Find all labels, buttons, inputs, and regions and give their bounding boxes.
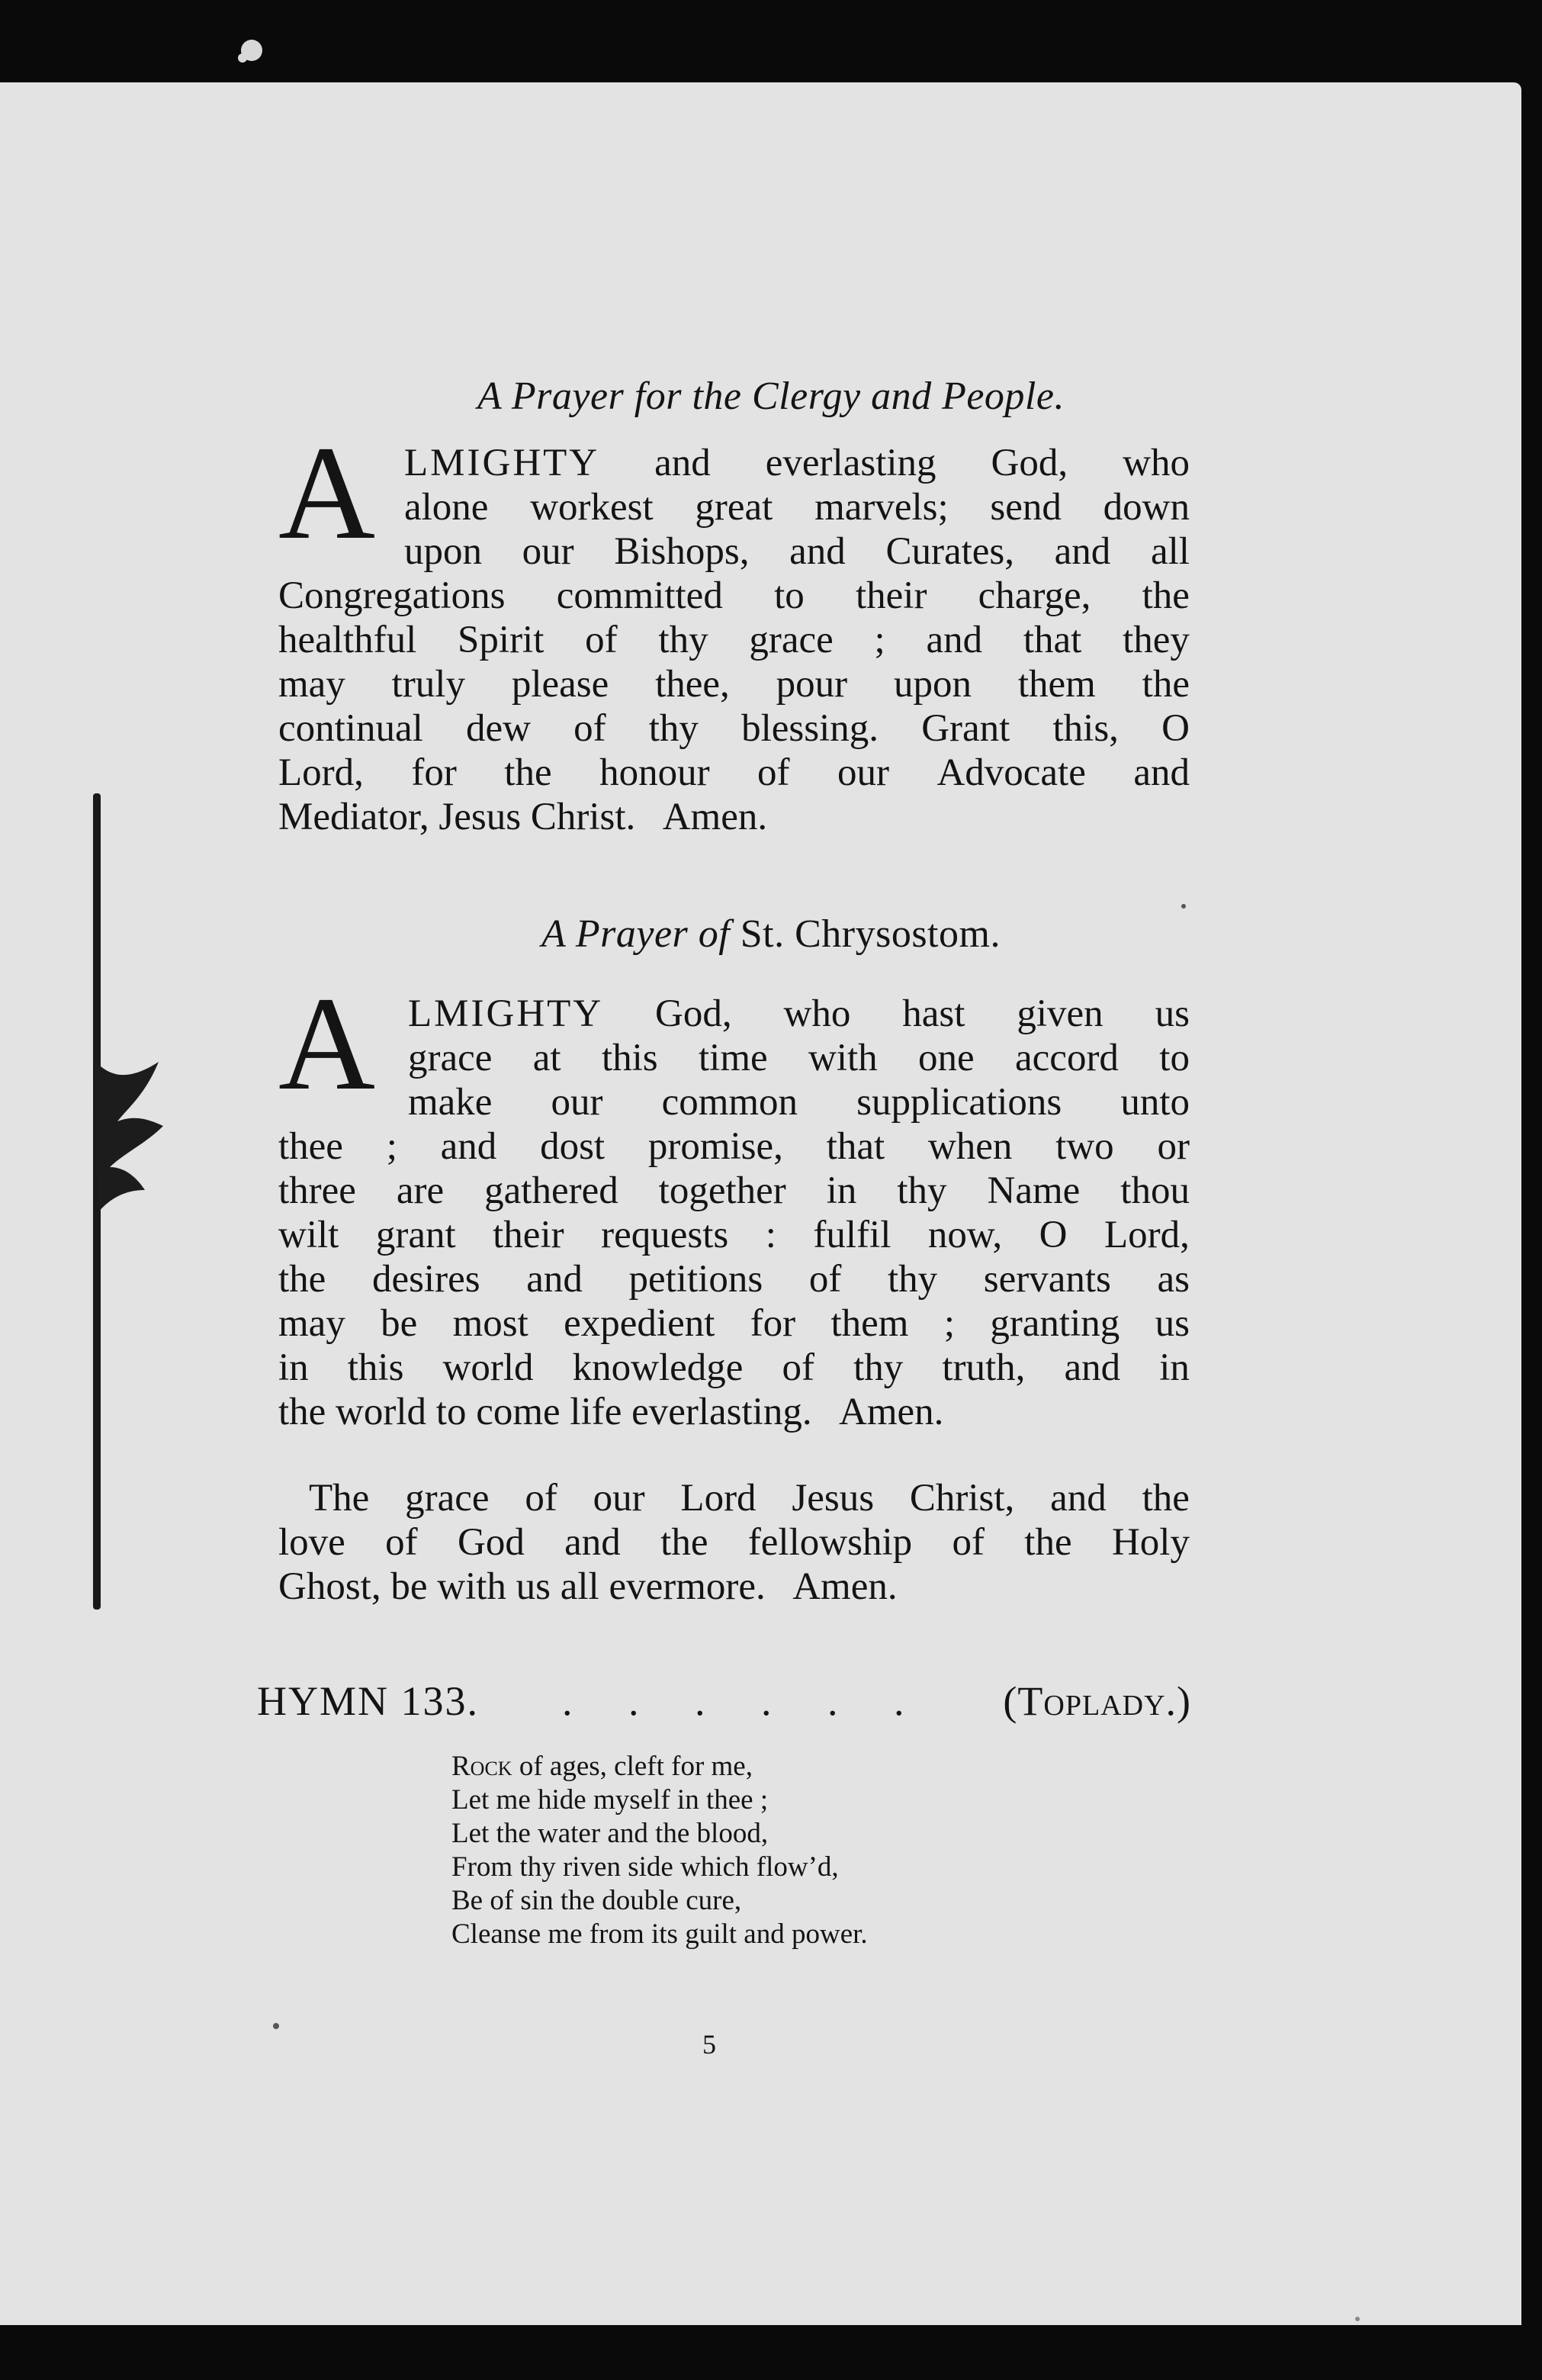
word: workest — [530, 486, 654, 529]
word: : — [765, 1214, 776, 1256]
word: in — [1159, 1346, 1190, 1389]
word: ; — [874, 619, 885, 661]
word: who — [1123, 442, 1190, 484]
word: God, — [991, 442, 1068, 484]
verse-line: Let the water and the blood, — [451, 1818, 769, 1849]
word: send — [990, 486, 1062, 529]
word: of — [782, 1346, 814, 1389]
word: are — [396, 1169, 445, 1212]
drop-cap: A — [278, 419, 376, 568]
word: God, — [655, 992, 732, 1035]
page-number: 5 — [702, 2029, 716, 2060]
word: who — [783, 992, 851, 1035]
word: be — [381, 1302, 418, 1345]
word: and — [789, 530, 846, 573]
word: the — [660, 1521, 708, 1564]
word: that — [826, 1125, 885, 1168]
word: requests — [601, 1214, 729, 1256]
word: now, — [927, 1214, 1003, 1256]
text-line — [404, 485, 1190, 529]
word: servants — [983, 1258, 1111, 1301]
prayer-of-st-chrysostom — [278, 970, 1193, 1433]
word: and — [926, 619, 983, 661]
word: most — [452, 1302, 528, 1345]
word: thy — [648, 707, 699, 750]
word: the — [504, 751, 552, 794]
word: grant — [375, 1214, 456, 1256]
word: given — [1017, 992, 1103, 1035]
word: of — [952, 1521, 985, 1564]
text-line — [278, 706, 1190, 751]
word: may — [278, 1302, 345, 1345]
word: The — [309, 1477, 370, 1520]
word: unto — [1120, 1081, 1190, 1124]
word: their — [493, 1214, 564, 1256]
word: accord — [1015, 1037, 1119, 1079]
word: Congregations — [278, 574, 506, 617]
word: Lord, — [278, 751, 364, 794]
word: may — [278, 663, 345, 706]
text-line — [408, 1080, 1190, 1124]
verse-line: Be of sin the double cure, — [451, 1885, 742, 1916]
word: blessing. — [741, 707, 879, 750]
hymn-leader-dots: . . . . . . — [562, 1678, 927, 1724]
word: make — [408, 1081, 493, 1124]
word: dew — [465, 707, 531, 750]
word: and — [654, 442, 711, 484]
word: the — [1142, 1477, 1190, 1520]
text-line — [278, 618, 1190, 662]
verse-line: Let me hide myself in thee ; — [451, 1784, 769, 1816]
word: two — [1055, 1125, 1114, 1168]
word: to — [1159, 1037, 1190, 1079]
text-line — [278, 662, 1190, 706]
word: love — [278, 1521, 345, 1564]
word: thee — [278, 1125, 343, 1168]
word: as — [1157, 1258, 1190, 1301]
word: of — [808, 1258, 842, 1301]
word: them — [830, 1302, 909, 1345]
text-line — [278, 1346, 1190, 1390]
word: grace — [405, 1477, 490, 1520]
word: upon — [404, 530, 482, 573]
word: Jesus — [792, 1477, 875, 1520]
word: Curates, — [885, 530, 1014, 573]
word: common — [661, 1081, 798, 1124]
word: pour — [776, 663, 848, 706]
word: the — [1024, 1521, 1072, 1564]
word: fellowship — [747, 1521, 913, 1564]
text-line — [278, 1213, 1190, 1257]
word: O — [1039, 1214, 1068, 1256]
word: the — [1142, 574, 1190, 617]
word: Lord, — [1104, 1214, 1190, 1256]
prayer-clergy-and-people — [278, 419, 1193, 853]
word: of — [525, 1477, 557, 1520]
word: Grant — [921, 707, 1010, 750]
word: together — [658, 1169, 786, 1212]
word: to — [774, 574, 805, 617]
word: desires — [371, 1258, 480, 1301]
word: our — [837, 751, 889, 794]
text-line — [278, 1169, 1190, 1213]
word: God — [457, 1521, 525, 1564]
word: truly — [391, 663, 465, 706]
text-line — [278, 574, 1190, 618]
word: in — [826, 1169, 857, 1212]
word: Name — [987, 1169, 1081, 1212]
word: fulfil — [813, 1214, 891, 1256]
text-line — [278, 1301, 1190, 1346]
word: thy — [897, 1169, 947, 1212]
word: and — [1054, 530, 1111, 573]
text-line-last: Ghost, be with us all evermore. Amen. — [278, 1565, 898, 1608]
word: dost — [540, 1125, 606, 1168]
word: thee, — [655, 663, 730, 706]
prayer-title-clergy: A Prayer for the Clergy and People. — [477, 375, 1065, 418]
word: for — [411, 751, 457, 794]
word: all — [1150, 530, 1190, 573]
word: Spirit — [458, 619, 545, 661]
word: and — [1064, 1346, 1121, 1389]
word: gathered — [484, 1169, 618, 1212]
word: that — [1023, 619, 1082, 661]
word: of — [757, 751, 790, 794]
hymn-heading — [257, 1674, 1191, 1728]
word: Lord — [680, 1477, 757, 1520]
word: this, — [1052, 707, 1119, 750]
word: Christ, — [909, 1477, 1015, 1520]
text-line — [408, 1036, 1190, 1080]
word: one — [918, 1037, 975, 1079]
word: expedient — [564, 1302, 715, 1345]
prayer-title-chrysostom — [0, 912, 1542, 957]
word: grace — [408, 1037, 493, 1079]
word: this — [347, 1346, 404, 1389]
word: and — [1133, 751, 1190, 794]
text-line — [278, 751, 1190, 795]
word: our — [522, 530, 574, 573]
hymn-author: (Toplady.) — [1003, 1678, 1191, 1724]
word: committed — [556, 574, 723, 617]
word: O — [1161, 707, 1190, 750]
word: petitions — [628, 1258, 763, 1301]
word: three — [278, 1169, 356, 1212]
text-line — [278, 1257, 1190, 1301]
grace-benediction — [278, 1476, 1193, 1629]
word: LMIGHTY — [408, 992, 604, 1035]
prayer-title-italic: A Prayer of — [541, 912, 731, 956]
word: them — [1017, 663, 1096, 706]
word: of — [385, 1521, 418, 1564]
word: and — [564, 1521, 621, 1564]
text-line — [309, 1476, 1190, 1520]
word: and — [526, 1258, 583, 1301]
word: charge, — [978, 574, 1091, 617]
word: grace — [749, 619, 834, 661]
word: the — [278, 1258, 326, 1301]
word: at — [532, 1037, 561, 1079]
word: everlasting — [765, 442, 936, 484]
word: supplications — [856, 1081, 1062, 1124]
text-line — [404, 441, 1190, 485]
word: ; — [386, 1125, 397, 1168]
word: for — [750, 1302, 796, 1345]
verse-line: From thy riven side which flow’d, — [451, 1851, 839, 1883]
margin-flourish-mark — [84, 1053, 168, 1221]
word: alone — [404, 486, 489, 529]
word: honour — [599, 751, 710, 794]
word: Bishops, — [614, 530, 750, 573]
word: hast — [902, 992, 965, 1035]
word: when — [927, 1125, 1013, 1168]
word: our — [593, 1477, 645, 1520]
word: healthful — [278, 619, 417, 661]
text-line — [408, 992, 1190, 1036]
word: or — [1157, 1125, 1190, 1168]
word: promise, — [647, 1125, 783, 1168]
verse-first-line-rest: of ages, cleft for me, — [512, 1751, 753, 1782]
word: their — [855, 574, 927, 617]
drop-cap: A — [278, 970, 376, 1118]
word: Advocate — [936, 751, 1086, 794]
word: the — [1142, 663, 1190, 706]
word: ; — [943, 1302, 955, 1345]
word: wilt — [278, 1214, 339, 1256]
word: in — [278, 1346, 309, 1389]
word: down — [1103, 486, 1190, 529]
hymn-number: HYMN 133. — [257, 1678, 480, 1724]
word: world — [442, 1346, 534, 1389]
text-line — [404, 529, 1190, 574]
word: thy — [853, 1346, 904, 1389]
word: LMIGHTY — [404, 442, 600, 484]
word: granting — [990, 1302, 1120, 1345]
word: great — [695, 486, 773, 529]
word: time — [698, 1037, 768, 1079]
text-line-last: Mediator, Jesus Christ. Amen. — [278, 796, 768, 838]
word: truth, — [942, 1346, 1026, 1389]
word: thy — [887, 1258, 938, 1301]
text-line — [278, 1124, 1190, 1169]
word: with — [808, 1037, 878, 1079]
text-line — [278, 1520, 1190, 1565]
word: they — [1123, 619, 1190, 661]
word: marvels; — [814, 486, 949, 529]
word: us — [1155, 992, 1190, 1035]
word: continual — [278, 707, 423, 750]
word: Holy — [1111, 1521, 1190, 1564]
prayer-title-name: St. Chrysostom. — [740, 912, 1001, 956]
word: thou — [1120, 1169, 1190, 1212]
verse-line — [451, 1751, 753, 1783]
verse-first-word: Rock — [451, 1751, 512, 1782]
word: us — [1155, 1302, 1190, 1345]
word: knowledge — [572, 1346, 744, 1389]
word: our — [551, 1081, 603, 1124]
verse-line: Cleanse me from its guilt and power. — [451, 1918, 868, 1950]
word: thy — [658, 619, 708, 661]
word: and — [440, 1125, 497, 1168]
word: of — [585, 619, 618, 661]
word: please — [511, 663, 609, 706]
word: of — [573, 707, 606, 750]
word: this — [601, 1037, 658, 1079]
word: upon — [893, 663, 972, 706]
text-line-last: the world to come life everlasting. Amen. — [278, 1391, 944, 1433]
word: and — [1050, 1477, 1107, 1520]
